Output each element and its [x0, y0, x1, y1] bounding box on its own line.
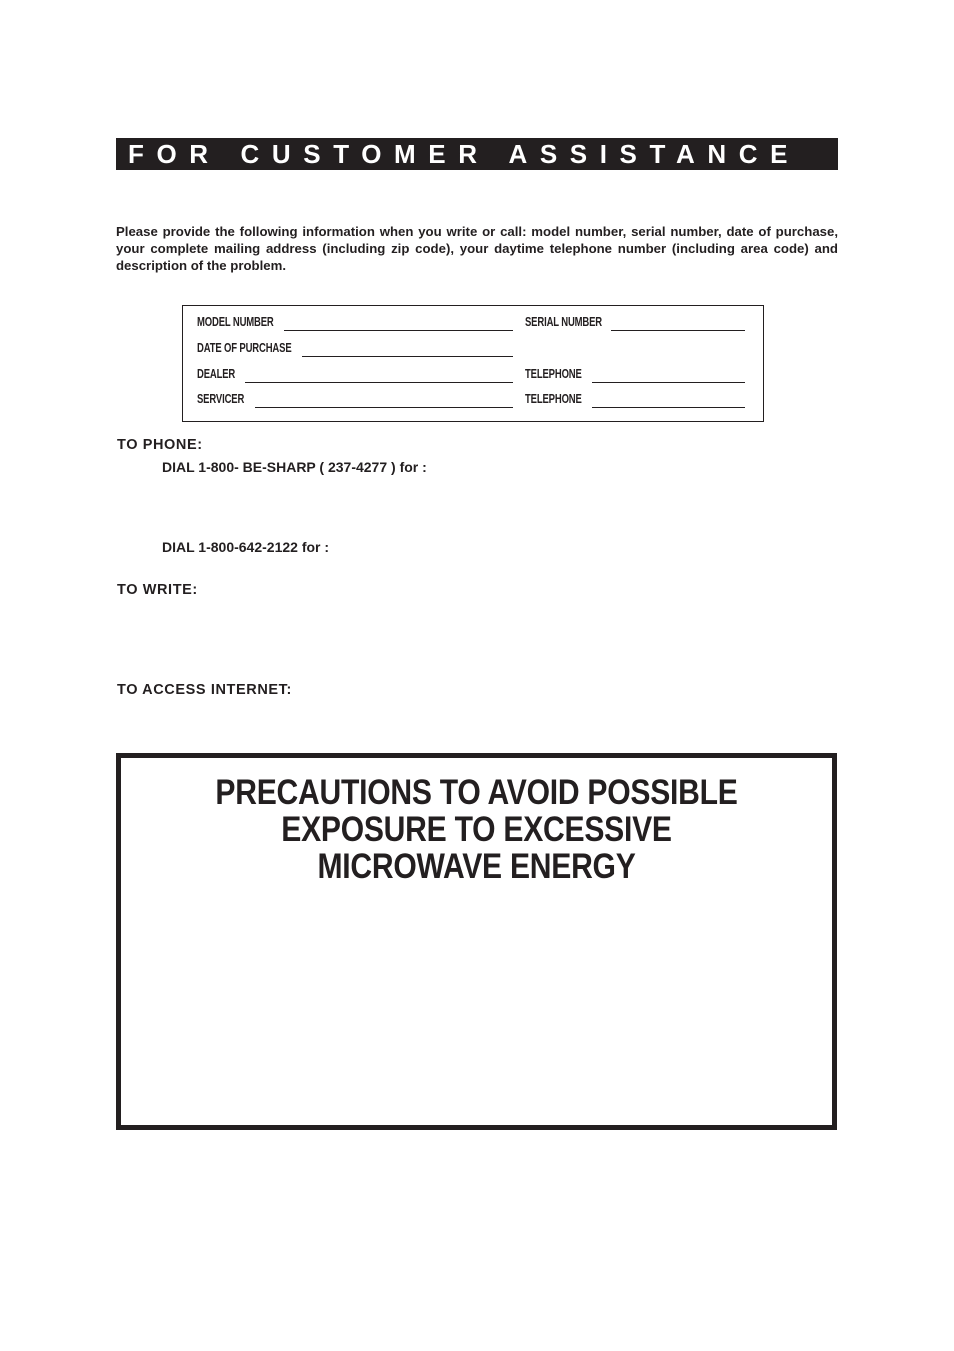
intro-paragraph: Please provide the following information when you write or call: model number, serial number, date of purchase, your complete mailing address (including zip code), your daytime telephone number (including area code) and description of the problem.	[116, 224, 838, 274]
precautions-title-line-1: PRECAUTIONS TO AVOID POSSIBLE	[215, 773, 738, 812]
to-write-heading: TO WRITE:	[117, 582, 198, 598]
date-of-purchase-label: DATE OF PURCHASE	[197, 341, 292, 355]
precautions-box	[116, 753, 837, 1130]
page-title: FOR CUSTOMER ASSISTANCE	[128, 139, 801, 169]
page-title-bar	[116, 138, 838, 170]
servicer-telephone-field[interactable]	[592, 407, 745, 408]
dial-line-2: DIAL 1-800-642-2122 for :	[162, 539, 330, 555]
dealer-telephone-field[interactable]	[592, 382, 745, 383]
dial-line-1: DIAL 1-800- BE-SHARP ( 237-4277 ) for :	[162, 459, 427, 475]
model-number-label: MODEL NUMBER	[197, 315, 274, 329]
telephone-label: TELEPHONE	[525, 392, 582, 406]
servicer-label: SERVICER	[197, 392, 245, 406]
dealer-field[interactable]	[245, 382, 513, 383]
precautions-title-line-3: MICROWAVE ENERGY	[317, 847, 636, 886]
customer-info-form	[182, 305, 764, 422]
to-access-internet-heading: TO ACCESS INTERNET:	[117, 682, 292, 698]
serial-number-label: SERIAL NUMBER	[525, 315, 603, 329]
to-phone-heading: TO PHONE:	[117, 437, 203, 453]
servicer-field[interactable]	[255, 407, 513, 408]
dealer-label: DEALER	[197, 367, 236, 381]
serial-number-field[interactable]	[611, 330, 745, 331]
telephone-label: TELEPHONE	[525, 367, 582, 381]
model-number-field[interactable]	[284, 330, 513, 331]
date-of-purchase-field[interactable]	[302, 356, 513, 357]
precautions-title	[121, 774, 832, 885]
precautions-title-line-2: EXPOSURE TO EXCESSIVE	[281, 810, 672, 849]
